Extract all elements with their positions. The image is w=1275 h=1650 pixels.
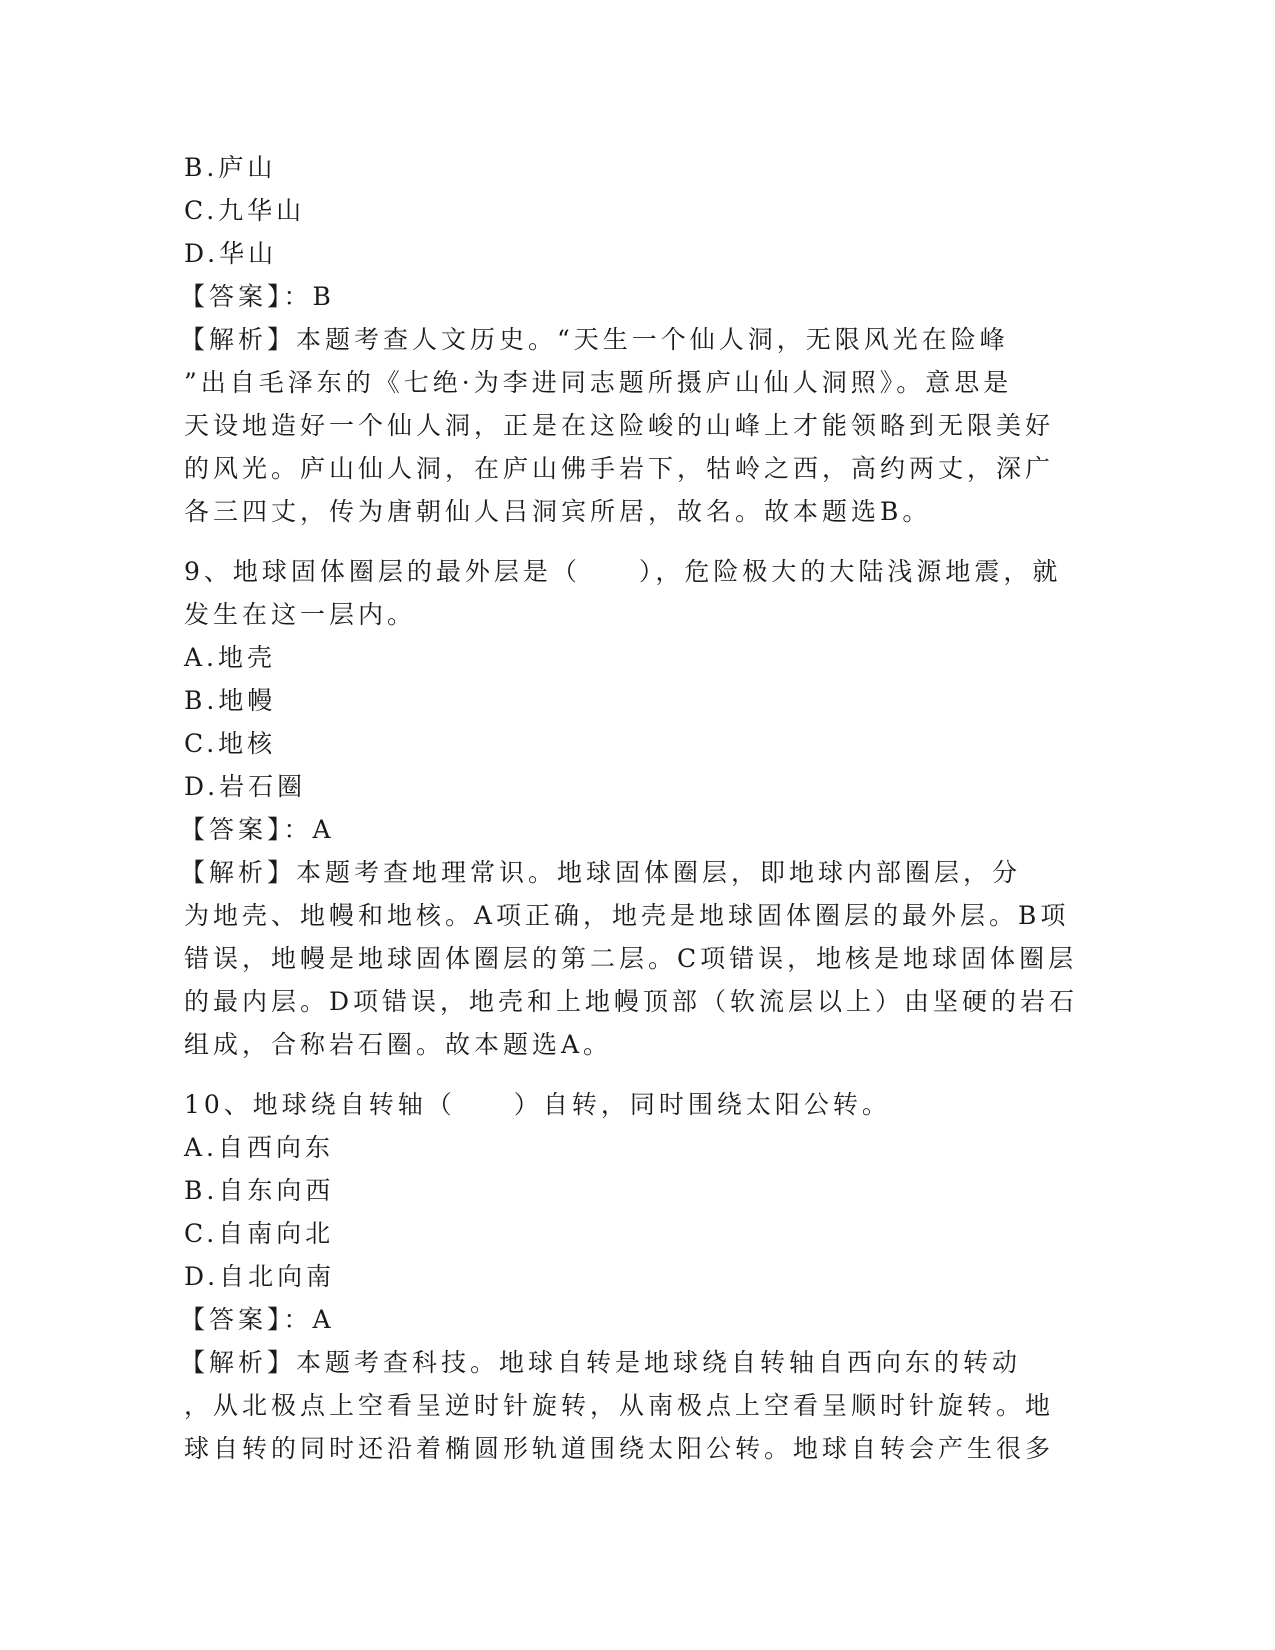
analysis-line: 的最内层。D项错误，地壳和上地幔顶部（软流层以上）由坚硬的岩石 xyxy=(184,987,1079,1016)
answer: 【答案】：B xyxy=(180,282,335,311)
option-a: A.地壳 xyxy=(184,643,277,672)
document-page xyxy=(180,146,1084,1470)
analysis-text: 本题考查地理常识。地球固体圈层，即地球内部圈层，分 xyxy=(296,858,1022,887)
question-10 xyxy=(180,1083,1084,1470)
analysis-text: 本题考查科技。地球自转是地球绕自转轴自西向东的转动 xyxy=(296,1348,1022,1377)
analysis-text: 本题考查人文历史。“天生一个仙人洞，无限风光在险峰 xyxy=(296,325,1009,354)
option-b: B.地幔 xyxy=(184,686,277,715)
analysis-line: 的风光。庐山仙人洞，在庐山佛手岩下，牯岭之西，高约两丈，深广 xyxy=(184,454,1055,483)
answer: 【答案】：A xyxy=(180,815,335,844)
analysis-line: ，从北极点上空看呈逆时针旋转，从南极点上空看呈顺时针旋转。地 xyxy=(184,1391,1055,1420)
question-text: 发生在这一层内。 xyxy=(184,600,417,629)
analysis-line: 天设地造好一个仙人洞，正是在这险峻的山峰上才能领略到无限美好 xyxy=(184,411,1055,440)
option-c: C.自南向北 xyxy=(184,1219,335,1248)
analysis-line xyxy=(180,1341,1084,1384)
option-c: C.九华山 xyxy=(184,196,306,225)
analysis-tag: 【解析】 xyxy=(180,858,297,887)
option-d: D.自北向南 xyxy=(184,1262,336,1291)
analysis-line xyxy=(180,318,1084,361)
question-text: 10、地球绕自转轴（ ）自转，同时围绕太阳公转。 xyxy=(184,1090,891,1119)
option-c: C.地核 xyxy=(184,729,277,758)
option-d: D.岩石圈 xyxy=(184,772,307,801)
analysis-tag: 【解析】 xyxy=(180,1348,297,1377)
analysis-line: 组成，合称岩石圈。故本题选A。 xyxy=(184,1030,613,1059)
question-8 xyxy=(180,146,1084,533)
analysis-line: ”出自毛泽东的《七绝·为李进同志题所摄庐山仙人洞照》。意思是 xyxy=(184,368,1013,397)
option-d: D.华山 xyxy=(184,239,278,268)
answer: 【答案】：A xyxy=(180,1305,335,1334)
option-b: B.庐山 xyxy=(184,153,277,182)
question-9 xyxy=(180,550,1084,1066)
option-b: B.自东向西 xyxy=(184,1176,335,1205)
option-a: A.自西向东 xyxy=(184,1133,335,1162)
analysis-tag: 【解析】 xyxy=(180,325,297,354)
analysis-line: 球自转的同时还沿着椭圆形轨道围绕太阳公转。地球自转会产生很多 xyxy=(184,1434,1055,1463)
analysis-line xyxy=(180,851,1084,894)
analysis-line: 错误，地幔是地球固体圈层的第二层。C项错误，地核是地球固体圈层 xyxy=(184,944,1078,973)
analysis-line: 各三四丈，传为唐朝仙人吕洞宾所居，故名。故本题选B。 xyxy=(184,497,932,526)
question-text: 9、地球固体圈层的最外层是（ ），危险极大的大陆浅源地震，就 xyxy=(184,557,1062,586)
analysis-line: 为地壳、地幔和地核。A项正确，地壳是地球固体圈层的最外层。B项 xyxy=(184,901,1070,930)
